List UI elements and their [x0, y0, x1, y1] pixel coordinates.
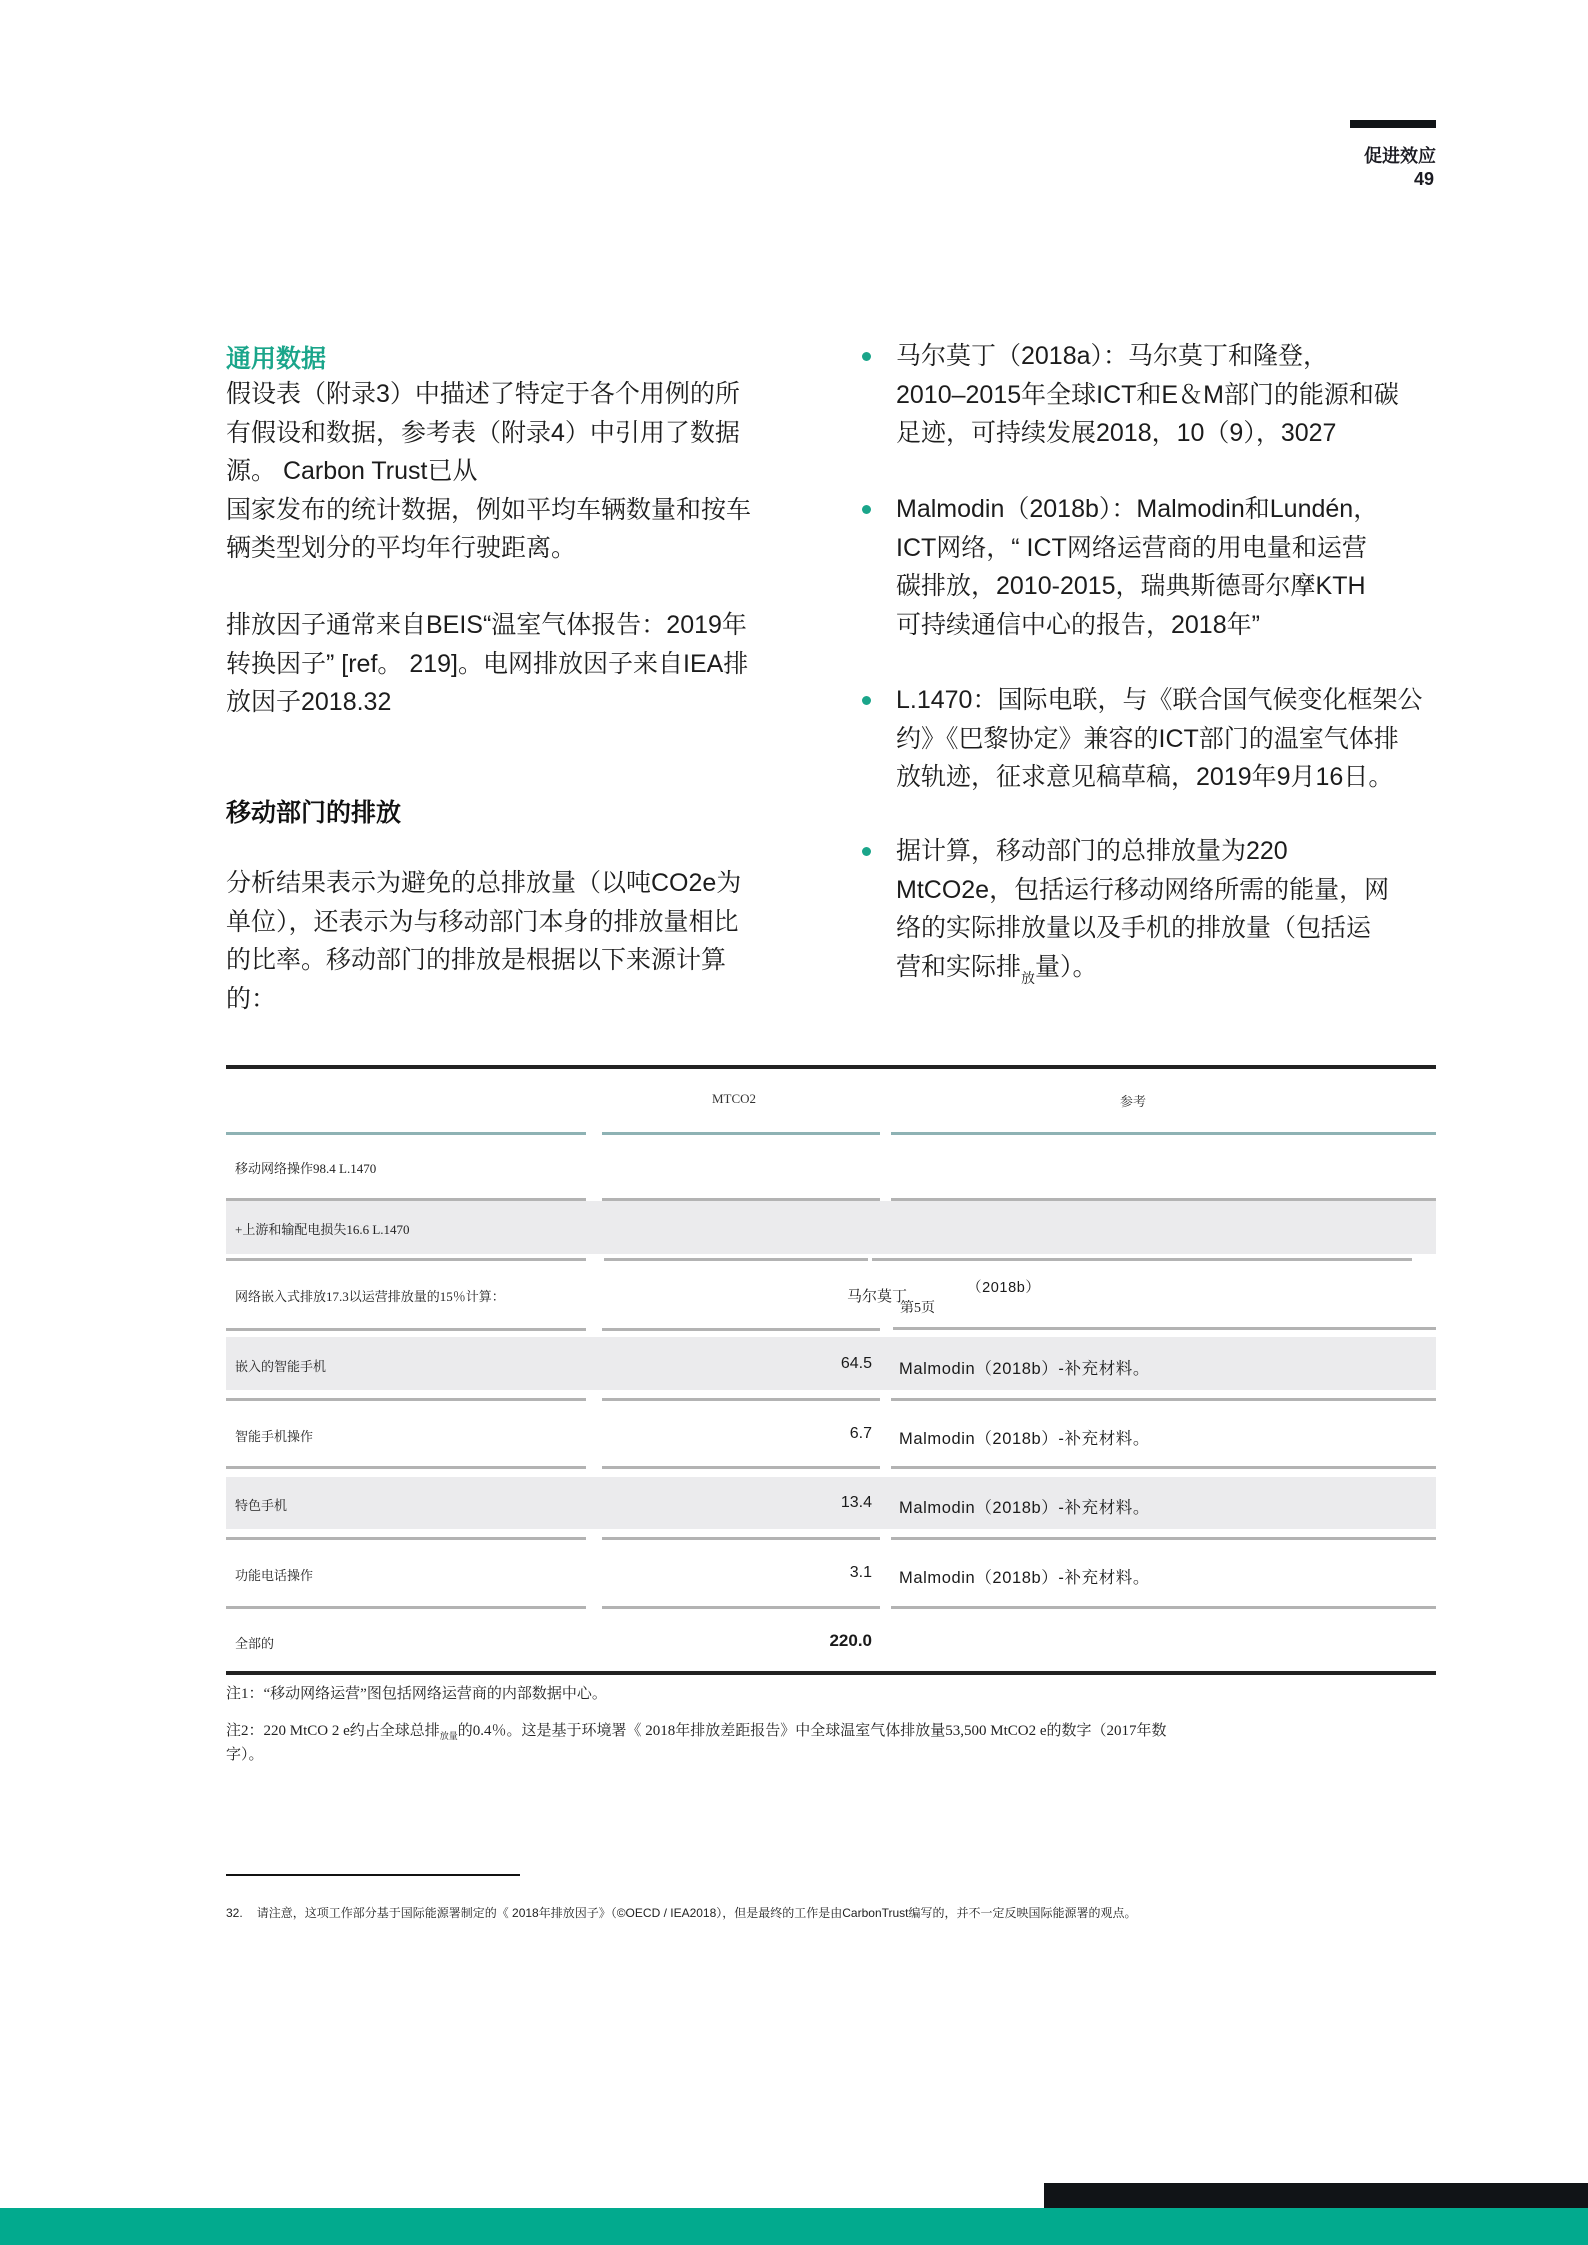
footnote-number: 32. [226, 1906, 243, 1920]
row-reference-page: 第5页 [900, 1301, 935, 1316]
total-label: 全部的 [235, 1636, 275, 1651]
text-line: 国家发布的统计数据，例如平均车辆数量和按车 [226, 495, 752, 524]
row-label: 特色手机 [235, 1498, 288, 1513]
row-rule [226, 1466, 586, 1469]
text-fragment: 注2：220 MtCO 2 e约占全球总排 [226, 1723, 440, 1739]
running-section-title: 促进效应 [1364, 146, 1436, 166]
table-top-rule [226, 1065, 1436, 1069]
text-line: 辆类型划分的平均年行驶距离。 [226, 534, 577, 562]
text-line: 放轨迹，征求意见稿草稿，2019年9月16日。 [896, 763, 1394, 791]
section-heading-mobile-emissions: 移动部门的排放 [226, 799, 402, 827]
row-rule [226, 1398, 586, 1401]
row-rule [226, 1328, 586, 1331]
row-rule [226, 1606, 586, 1609]
row-rule [602, 1398, 880, 1401]
row-rule [604, 1258, 868, 1261]
header-rule [226, 1132, 586, 1135]
bullet-dot-icon [862, 352, 871, 361]
bullet-dot-icon [862, 847, 871, 856]
row-rule [891, 1466, 1436, 1469]
row-label: 移动网络操作98.4 L.1470 [235, 1161, 377, 1176]
row-value: 64.5 [840, 1355, 872, 1372]
footer-teal-band [0, 2208, 1588, 2245]
row-rule [602, 1537, 880, 1540]
row-rule [872, 1258, 1412, 1261]
text-line: 络的实际排放量以及手机的排放量（包括运 [896, 914, 1372, 942]
text-fragment: 的0.4％。这是基于环境署《 2018年排放差距报告》中全球温室气体排放量53,500 MtCO2 e的数字（2017年数 [457, 1723, 1167, 1739]
text-line: 据计算，移动部门的总排放量为220 [896, 837, 1288, 865]
bullet-dot-icon [862, 696, 871, 705]
text-line: 的： [226, 984, 277, 1013]
row-label: 功能电话操作 [235, 1568, 314, 1583]
text-line: 马尔莫丁（2018a）：马尔莫丁和隆登， [896, 342, 1329, 370]
bullet-dot-icon [862, 505, 871, 514]
header-rule [602, 1132, 880, 1135]
row-label: +上游和输配电损失16.6 L.1470 [235, 1222, 410, 1237]
footer-black-band [1044, 2183, 1588, 2210]
row-value: 3.1 [849, 1564, 872, 1581]
row-rule [893, 1327, 1436, 1330]
row-rule [226, 1258, 586, 1261]
row-label: 网络嵌入式排放17.3以运营排放量的15％计算： [235, 1289, 505, 1304]
text-line: 碳排放，2010-2015，瑞典斯德哥尔摩KTH [896, 572, 1366, 600]
text-line: 字）。 [226, 1747, 264, 1763]
text-fragment: 量）。 [1035, 952, 1098, 981]
text-line [226, 1722, 1306, 1746]
text-line: ICT网络，“ ICT网络运营商的用电量和运营 [896, 533, 1367, 562]
column-header-mtco2: MTCO2 [712, 1091, 757, 1106]
section-heading-general-data: 通用数据 [226, 345, 327, 373]
text-line: 足迹，可持续发展2018，10（9），3027 [896, 419, 1337, 447]
footnote-rule [226, 1874, 520, 1876]
row-label: 嵌入的智能手机 [235, 1359, 327, 1374]
text-line: 的比率。移动部门的排放是根据以下来源计算 [226, 946, 727, 974]
row-rule [891, 1606, 1436, 1609]
row-rule [891, 1398, 1436, 1401]
paragraph-analysis [226, 864, 796, 1018]
text-line: 有假设和数据，参考表（附录4）中引用了数据 [226, 418, 740, 447]
table-bottom-rule [226, 1671, 1436, 1675]
total-value: 220.0 [829, 1631, 872, 1650]
text-line: 可持续通信中心的报告，2018年” [896, 610, 1260, 639]
text-fragment: 营和实际排 [896, 952, 1022, 981]
table-note-1: 注1：“移动网络运营”图包括网络运营商的内部数据中心。 [226, 1686, 607, 1702]
header-rule [891, 1132, 1436, 1135]
row-rule [602, 1606, 880, 1609]
text-line: 2010–2015年全球ICT和E＆M部门的能源和碳 [896, 380, 1399, 409]
page-number: 49 [1413, 169, 1434, 189]
text-line: 源。 Carbon Trust已从 [226, 457, 478, 485]
text-line: 转换因子” [ref。 219]。电网排放因子来自IEA排 [226, 649, 749, 678]
text-line: L.1470：国际电联，与《联合国气候变化框架公 [896, 686, 1423, 714]
row-rule [602, 1328, 880, 1331]
row-rule [226, 1537, 586, 1540]
row-reference: Malmodin（2018b）-补充材料。 [899, 1430, 1151, 1448]
row-value: 13.4 [840, 1494, 872, 1511]
paragraph-emission-factors [226, 606, 796, 722]
text-line: 排放因子通常来自BEIS“温室气体报告：2019年 [226, 611, 747, 639]
row-reference-author: 马尔莫丁 [847, 1289, 908, 1305]
subscript-fragment: 放 [1021, 969, 1036, 986]
text-line: 分析结果表示为避免的总排放量（以吨CO2e为 [226, 869, 742, 897]
row-rule [891, 1537, 1436, 1540]
footnote [226, 1904, 1137, 1921]
text-line: Malmodin（2018b）：Malmodin和Lundén， [896, 495, 1379, 523]
subscript-fragment: 放量 [439, 1731, 458, 1741]
paragraph-assumptions [226, 375, 796, 568]
row-label: 智能手机操作 [235, 1429, 314, 1444]
row-reference-year: （2018b） [967, 1280, 1041, 1296]
row-rule [602, 1466, 880, 1469]
header-rule [1350, 120, 1436, 128]
table-note-2 [226, 1722, 1306, 1765]
row-value: 6.7 [849, 1425, 872, 1442]
row-reference: Malmodin（2018b）-补充材料。 [899, 1360, 1151, 1378]
text-line: 约》《巴黎协定》兼容的ICT部门的温室气体排 [896, 724, 1399, 753]
text-line: 假设表（附录3）中描述了特定于各个用例的所 [226, 380, 740, 408]
footnote-text: 请注意，这项工作部分基于国际能源署制定的《 2018年排放因子》（©OECD / IEA2018），但是最终的工作是由CarbonTrust编写的，并不一定反映国际能源署的观点。 [256, 1906, 1137, 1920]
row-reference: Malmodin（2018b）-补充材料。 [899, 1569, 1151, 1587]
text-line: 放因子2018.32 [226, 688, 392, 716]
text-line: MtCO2e，包括运行移动网络所需的能量，网 [896, 875, 1390, 904]
text-line [896, 948, 1444, 998]
text-line: 单位），还表示为与移动部门本身的排放量相比 [226, 907, 739, 936]
column-header-reference: 参考 [1120, 1094, 1147, 1109]
row-reference: Malmodin（2018b）-补充材料。 [899, 1499, 1151, 1517]
